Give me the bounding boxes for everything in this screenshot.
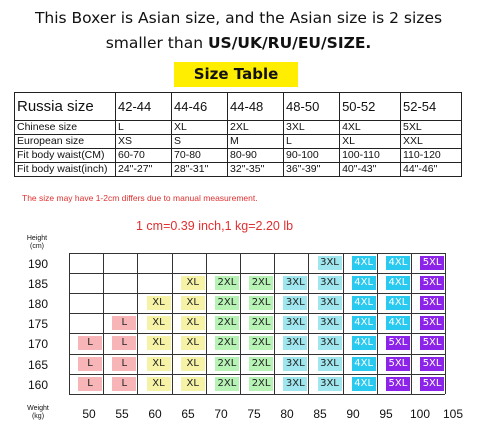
size-badge: XL <box>181 377 205 391</box>
grid-line-vertical <box>103 253 104 394</box>
size-table-cell: 28"-31" <box>172 163 228 177</box>
size-badge: XL <box>147 316 171 330</box>
size-badge: 4XL <box>352 316 376 330</box>
size-badge: 5XL <box>386 357 410 371</box>
size-badge: 4XL <box>352 377 376 391</box>
size-badge: 5XL <box>420 336 444 350</box>
size-table-cell: 4XL <box>340 121 401 135</box>
header-line-2-bold: US/UK/RU/EU/SIZE. <box>207 34 372 52</box>
size-badge: 4XL <box>352 276 376 290</box>
size-badge: XL <box>181 316 205 330</box>
size-table-cell: 36"-39" <box>284 163 340 177</box>
size-badge: 5XL <box>420 276 444 290</box>
grid-line-horizontal <box>69 374 445 375</box>
size-badge: 3XL <box>318 336 342 350</box>
grid-line-horizontal <box>69 273 445 274</box>
size-table-cell: XL <box>340 135 401 149</box>
size-badge: 5XL <box>420 316 444 330</box>
grid-line-vertical <box>172 253 173 394</box>
x-tick-label: 95 <box>379 407 393 421</box>
grid-line-horizontal <box>69 333 445 334</box>
size-table-cell: 80-90 <box>228 149 284 163</box>
size-badge: 2XL <box>215 357 239 371</box>
size-table-cell: 24"-27" <box>116 163 172 177</box>
size-table-cell: XXL <box>401 135 462 149</box>
size-table-cell: 40"-43" <box>340 163 401 177</box>
size-badge: 5XL <box>420 256 444 270</box>
grid-line-vertical <box>411 253 412 394</box>
size-table-cell: 60-70 <box>116 149 172 163</box>
x-tick-label: 85 <box>313 407 327 421</box>
grid-line-horizontal <box>69 354 445 355</box>
grid-line-vertical <box>206 253 207 394</box>
x-tick-label: 100 <box>410 407 431 421</box>
size-table-cell: 5XL <box>401 121 462 135</box>
size-badge: 3XL <box>283 316 307 330</box>
size-badge: 2XL <box>215 276 239 290</box>
size-table-row-header: Russia size <box>15 93 116 121</box>
size-table-cell: L <box>284 135 340 149</box>
size-table-cell: 90-100 <box>284 149 340 163</box>
size-table-cell: 42-44 <box>116 93 172 121</box>
size-badge: 2XL <box>249 336 273 350</box>
size-badge: 3XL <box>283 357 307 371</box>
size-table-cell: L <box>116 121 172 135</box>
size-table-row-header: Fit body waist(CM) <box>15 149 116 163</box>
size-badge: L <box>112 357 136 371</box>
grid-line-horizontal <box>69 253 445 254</box>
size-table-row-header: European size <box>15 135 116 149</box>
size-badge: XL <box>147 296 171 310</box>
size-table-cell: 48-50 <box>284 93 340 121</box>
x-tick-label: 105 <box>443 407 464 421</box>
y-tick-label: 180 <box>28 297 49 312</box>
size-badge: 2XL <box>215 377 239 391</box>
x-tick-label: 90 <box>346 407 360 421</box>
size-table-cell: 110-120 <box>401 149 462 163</box>
size-table-cell: M <box>228 135 284 149</box>
size-badge: L <box>78 336 102 350</box>
size-badge: 4XL <box>386 316 410 330</box>
header-line-1: This Boxer is Asian size, and the Asian size is 2 sizes <box>34 9 443 27</box>
grid-line-vertical <box>377 253 378 394</box>
size-badge: 3XL <box>318 377 342 391</box>
size-badge: L <box>112 336 136 350</box>
grid-line-vertical <box>445 253 446 394</box>
size-badge: XL <box>147 377 171 391</box>
size-table-cell: 100-110 <box>340 149 401 163</box>
x-tick-label: 50 <box>82 407 96 421</box>
grid-line-horizontal <box>69 293 445 294</box>
header-line-2-prefix: smaller than <box>105 34 208 52</box>
size-badge: 5XL <box>386 336 410 350</box>
size-table-cell: 70-80 <box>172 149 228 163</box>
grid-line-vertical <box>137 253 138 394</box>
size-badge: 5XL <box>386 377 410 391</box>
y-tick-label: 160 <box>28 377 49 392</box>
size-table-cell: 50-52 <box>340 93 401 121</box>
size-badge: 3XL <box>283 377 307 391</box>
size-badge: 2XL <box>249 377 273 391</box>
x-axis-label-line-1: Weight <box>27 405 49 412</box>
size-badge: XL <box>147 336 171 350</box>
grid-line-vertical <box>240 253 241 394</box>
size-badge: 2XL <box>249 357 273 371</box>
size-table-title: Size Table <box>174 62 298 87</box>
size-badge: 5XL <box>420 296 444 310</box>
size-badge: 4XL <box>352 357 376 371</box>
unit-conversion: 1 cm=0.39 inch,1 kg=2.20 lb <box>136 219 294 233</box>
size-badge: 5XL <box>420 357 444 371</box>
size-table-cell: 3XL <box>284 121 340 135</box>
size-table-cell: XS <box>116 135 172 149</box>
y-axis-label <box>22 235 52 251</box>
x-tick-label: 80 <box>280 407 294 421</box>
size-table-cell: XL <box>172 121 228 135</box>
x-axis-label-line-2: (kg) <box>31 413 45 420</box>
grid-line-vertical <box>274 253 275 394</box>
y-tick-label: 170 <box>28 337 49 352</box>
size-badge: XL <box>181 276 205 290</box>
measurement-note: The size may have 1-2cm differs due to manual measurement. <box>22 193 258 203</box>
size-badge: XL <box>181 296 205 310</box>
size-badge: 3XL <box>318 357 342 371</box>
x-tick-label: 75 <box>247 407 261 421</box>
size-table-cell: 52-54 <box>401 93 462 121</box>
size-badge: 3XL <box>318 296 342 310</box>
size-badge: 3XL <box>283 276 307 290</box>
grid-line-horizontal <box>69 313 445 314</box>
size-badge: 4XL <box>352 296 376 310</box>
x-axis-label <box>18 405 58 421</box>
grid-line-vertical <box>343 253 344 394</box>
size-badge: XL <box>181 336 205 350</box>
y-axis-label-line-2: (cm) <box>30 243 44 250</box>
size-badge: 2XL <box>215 296 239 310</box>
size-badge: 3XL <box>318 316 342 330</box>
size-badge: L <box>78 357 102 371</box>
x-tick-label: 55 <box>115 407 129 421</box>
size-badge: 2XL <box>249 296 273 310</box>
size-badge: 3XL <box>318 256 342 270</box>
size-badge: 2XL <box>249 276 273 290</box>
x-tick-label: 70 <box>214 407 228 421</box>
size-table-cell: 44-46 <box>172 93 228 121</box>
size-badge: 4XL <box>386 276 410 290</box>
size-table-row-header: Chinese size <box>15 121 116 135</box>
size-badge: 4XL <box>386 296 410 310</box>
size-badge: L <box>112 316 136 330</box>
size-badge: XL <box>181 357 205 371</box>
size-badge: L <box>78 377 102 391</box>
y-tick-label: 185 <box>28 277 49 292</box>
y-tick-label: 165 <box>28 357 49 372</box>
size-badge: 5XL <box>420 377 444 391</box>
grid-line-horizontal <box>69 394 445 395</box>
y-tick-label: 190 <box>28 257 49 272</box>
size-table-row-header: Fit body waist(inch) <box>15 163 116 177</box>
y-tick-label: 175 <box>28 317 49 332</box>
size-badge: 2XL <box>249 316 273 330</box>
size-table-cell: S <box>172 135 228 149</box>
size-badge: 3XL <box>283 336 307 350</box>
size-badge: 4XL <box>386 256 410 270</box>
size-table-cell: 2XL <box>228 121 284 135</box>
size-badge: 2XL <box>215 316 239 330</box>
size-badge: 3XL <box>283 296 307 310</box>
y-axis-label-line-1: Height <box>26 235 48 242</box>
size-table-cell: 44-48 <box>228 93 284 121</box>
x-tick-label: 65 <box>181 407 195 421</box>
size-badge: 2XL <box>215 336 239 350</box>
size-badge: 4XL <box>352 336 376 350</box>
x-tick-label: 60 <box>148 407 162 421</box>
grid-line-vertical <box>69 253 70 394</box>
size-table-cell: 32"-35" <box>228 163 284 177</box>
size-badge: 4XL <box>352 256 376 270</box>
size-badge: L <box>112 377 136 391</box>
size-table-cell: 44"-46" <box>401 163 462 177</box>
grid-line-vertical <box>308 253 309 394</box>
size-badge: 3XL <box>318 276 342 290</box>
size-badge: XL <box>147 357 171 371</box>
